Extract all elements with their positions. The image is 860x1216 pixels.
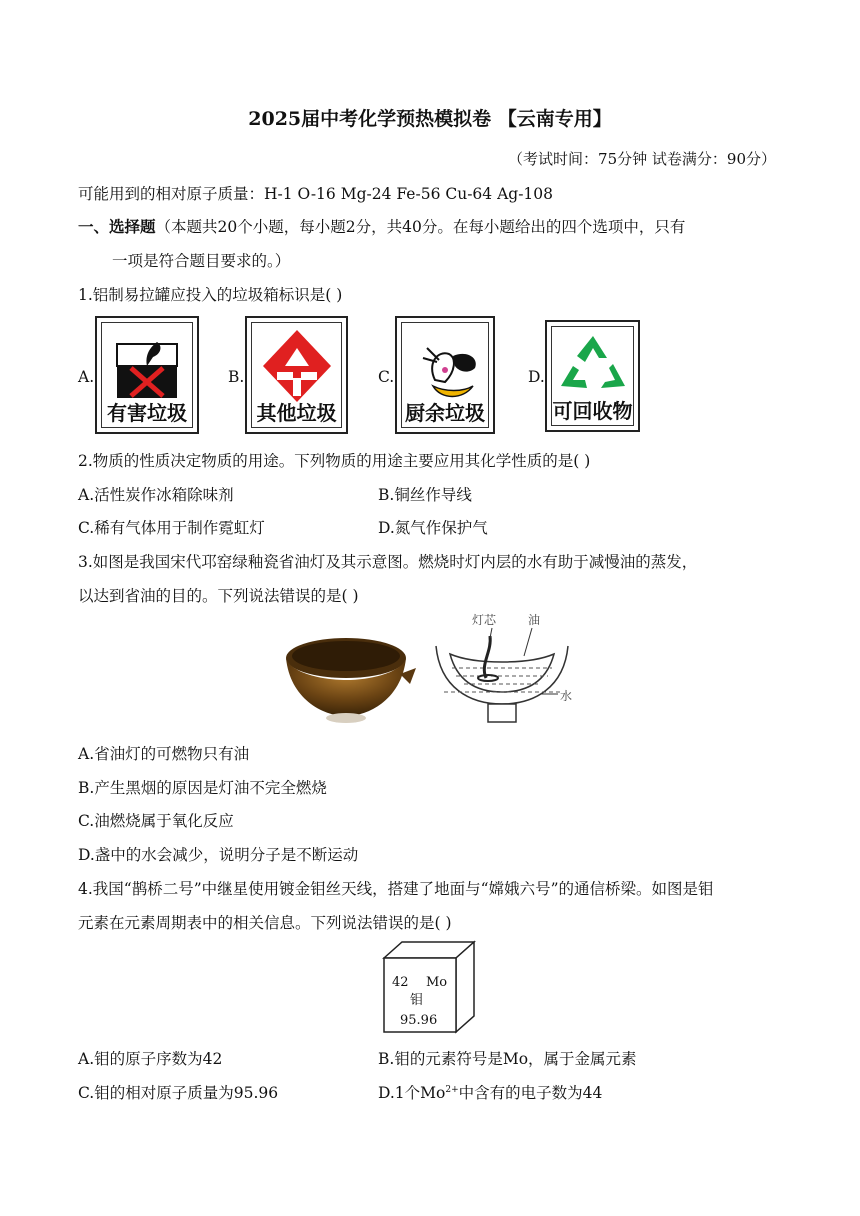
q1-option-a-sign xyxy=(95,316,199,434)
q4-option-c: C.钼的相对原子质量为95.96 xyxy=(78,1084,279,1102)
q1-option-d-letter: D. xyxy=(528,368,545,386)
q1-option-a-letter: A. xyxy=(78,368,95,386)
element-mass: 95.96 xyxy=(400,1013,438,1028)
q1-option-c-sign xyxy=(395,316,495,434)
page-title: 2025届中考化学预热模拟卷 【云南专用】 xyxy=(248,108,612,130)
sign-label: 有害垃圾 xyxy=(107,401,187,425)
q2-option-b: B.铜丝作导线 xyxy=(378,486,472,504)
element-number: 42 xyxy=(392,975,409,990)
element-symbol: Mo xyxy=(426,975,448,990)
q3-option-b: B.产生黑烟的原因是灯油不完全燃烧 xyxy=(78,779,327,797)
hazardous-waste-icon xyxy=(97,324,197,404)
q1-option-b-letter: B. xyxy=(228,368,245,386)
q2-option-d: D.氮气作保护气 xyxy=(378,519,488,537)
diagram-label-water: 水 xyxy=(560,689,573,703)
oil-lamp-photo xyxy=(282,628,422,728)
q3-stem-1: 3.如图是我国宋代邛窑绿釉瓷省油灯及其示意图。燃烧时灯内层的水有助于减慢油的蒸发， xyxy=(78,553,698,571)
q2-stem: 2.物质的性质决定物质的用途。下列物质的用途主要应用其化学性质的是( ) xyxy=(78,452,591,470)
q4-option-d-charge: 2+ xyxy=(445,1085,459,1095)
sign-label: 其他垃圾 xyxy=(256,401,337,425)
recyclable-icon xyxy=(547,326,639,402)
element-card-mo xyxy=(380,940,480,1036)
q1-stem: 1.铝制易拉罐应投入的垃圾箱标识是( ) xyxy=(78,286,343,304)
diagram-label-oil: 油 xyxy=(528,613,541,627)
atomic-masses: 可能用到的相对原子质量：H-1 O-16 Mg-24 Fe-56 Cu-64 Ag-108 xyxy=(78,185,554,203)
q4-stem-1: 4.我国“鹊桥二号”中继星使用镀金钼丝天线，搭建了地面与“嫦娥六号”的通信桥梁。如图是钼 xyxy=(78,880,714,898)
diagram-label-wick: 灯芯 xyxy=(472,613,497,627)
exam-meta: （考试时间：75分钟 试卷满分：90分） xyxy=(508,150,776,168)
q4-option-a: A.钼的原子序数为42 xyxy=(78,1050,223,1068)
sign-label: 可回收物 xyxy=(552,399,633,423)
q4-option-d xyxy=(378,1081,602,1103)
q4-stem-2: 元素在元素周期表中的相关信息。下列说法错误的是( ) xyxy=(78,914,452,932)
q1-option-c-letter: C. xyxy=(378,368,395,386)
sign-label: 厨余垃圾 xyxy=(405,401,485,425)
q3-option-c: C.油燃烧属于氧化反应 xyxy=(78,812,234,830)
other-waste-icon xyxy=(247,322,347,404)
section-desc-2: 一项是符合题目要求的。） xyxy=(112,252,291,270)
food-waste-icon xyxy=(397,320,497,404)
q2-option-c: C.稀有气体用于制作霓虹灯 xyxy=(78,519,265,537)
section-intro xyxy=(78,215,685,237)
section-heading: 一、选择题 xyxy=(78,217,156,236)
q4-option-d-post: 中含有的电子数为44 xyxy=(458,1084,603,1102)
q3-option-d: D.盏中的水会减少，说明分子是不断运动 xyxy=(78,846,359,864)
q3-option-a: A.省油灯的可燃物只有油 xyxy=(78,745,250,763)
q4-option-b: B.钼的元素符号是Mo，属于金属元素 xyxy=(378,1050,637,1068)
q2-option-a: A.活性炭作冰箱除味剂 xyxy=(78,486,234,504)
oil-lamp-diagram xyxy=(430,608,580,730)
q1-option-b-sign xyxy=(245,316,348,434)
element-name: 钼 xyxy=(410,993,424,1008)
q3-stem-2: 以达到省油的目的。下列说法错误的是( ) xyxy=(78,587,359,605)
section-desc-1: （本题共20个小题，每小题2分，共40分。在每小题给出的四个选项中，只有 xyxy=(155,218,686,236)
q4-option-d-pre: D.1个Mo xyxy=(378,1084,446,1102)
q1-option-d-sign xyxy=(545,320,640,432)
